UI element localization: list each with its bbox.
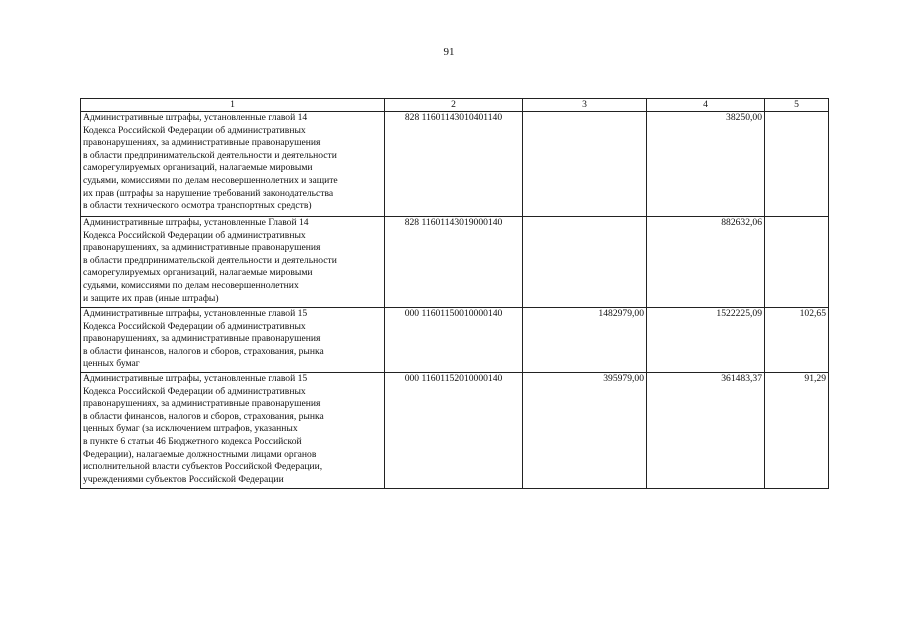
row-col3-value: 1482979,00 xyxy=(523,308,647,373)
column-header-1: 1 xyxy=(81,99,385,112)
row-description: Административные штрафы, установленные главой 15 Кодекса Российской Федерации об административных правонарушениях, за административные правонарушения в области финансов, налогов и сборов, страхования, рынка ценных бумаг xyxy=(81,308,385,373)
row-code: 828 11601143010401140 xyxy=(385,112,523,217)
row-col5-value xyxy=(765,217,829,308)
row-description: Административные штрафы, установленные главой 15 Кодекса Российской Федерации об административных правонарушениях, за административные правонарушения в области финансов, налогов и сборов, страхования, рынка ценных бумаг (за исключением штрафов, указанных в пункте 6 статьи 46 Бюджетного кодекса Российской Федерации), налагаемые должностными лицами органов исполнительной власти субъектов Российской Федерации, учреждениями субъектов Российской Федерации xyxy=(81,373,385,489)
budget-table xyxy=(80,98,829,489)
row-col3-value: 395979,00 xyxy=(523,373,647,489)
row-col5-value: 102,65 xyxy=(765,308,829,373)
row-description: Административные штрафы, установленные Главой 14 Кодекса Российской Федерации об административных правонарушениях, за административные правонарушения в области предпринимательской деятельности и деятельности саморегулируемых организаций, налагаемые мировыми судьями, комиссиями по делам несовершеннолетних и защите их прав (иные штрафы) xyxy=(81,217,385,308)
page-number: 91 xyxy=(443,46,455,58)
row-code: 000 11601152010000140 xyxy=(385,373,523,489)
row-col4-value: 38250,00 xyxy=(647,112,765,217)
row-description: Административные штрафы, установленные главой 14 Кодекса Российской Федерации об административных правонарушениях, за административные правонарушения в области предпринимательской деятельности и деятельности саморегулируемых организаций, налагаемые мировыми судьями, комиссиями по делам несовершеннолетних и защите их прав (штрафы за нарушение требований законодательства в области технического осмотра транспортных средств) xyxy=(81,112,385,217)
row-col4-value: 882632,06 xyxy=(647,217,765,308)
row-col4-value: 1522225,09 xyxy=(647,308,765,373)
row-col5-value: 91,29 xyxy=(765,373,829,489)
table-row xyxy=(81,112,829,217)
row-code: 828 11601143019000140 xyxy=(385,217,523,308)
column-header-4: 4 xyxy=(647,99,765,112)
table-row xyxy=(81,217,829,308)
row-col3-value xyxy=(523,217,647,308)
row-col5-value xyxy=(765,112,829,217)
row-col4-value: 361483,37 xyxy=(647,373,765,489)
column-header-5: 5 xyxy=(765,99,829,112)
column-header-3: 3 xyxy=(523,99,647,112)
row-code: 000 11601150010000140 xyxy=(385,308,523,373)
table-row xyxy=(81,373,829,489)
row-col3-value xyxy=(523,112,647,217)
column-header-2: 2 xyxy=(385,99,523,112)
table-row xyxy=(81,308,829,373)
header-row xyxy=(81,99,829,112)
